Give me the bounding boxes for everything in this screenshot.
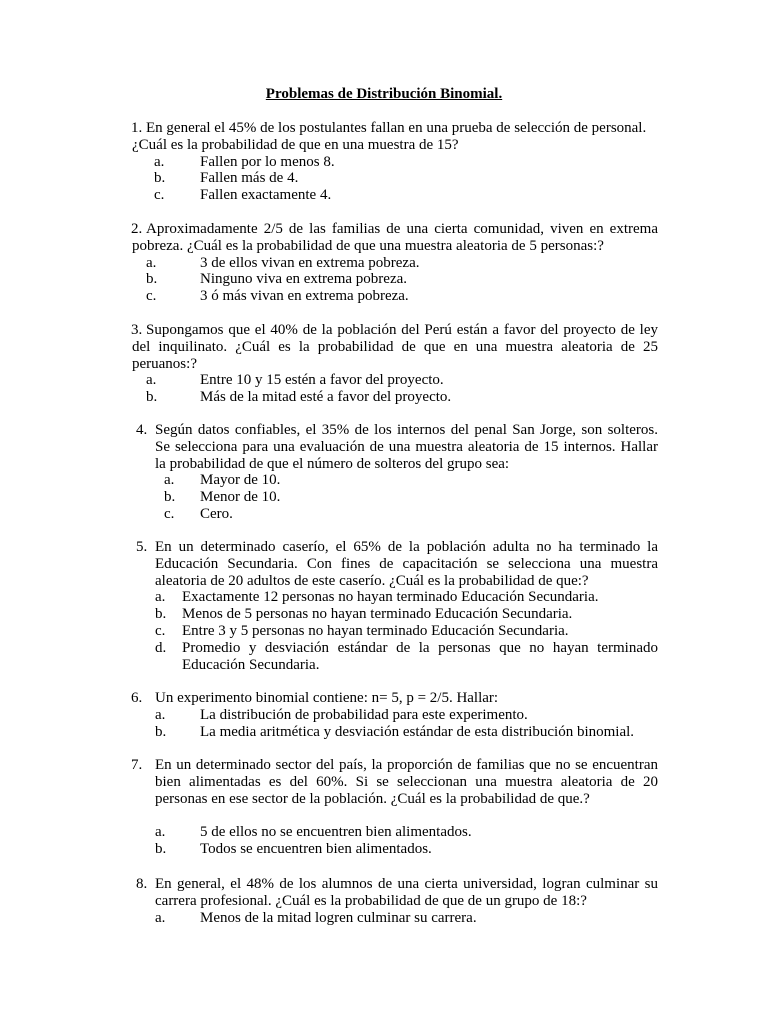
- list-item: [155, 472, 658, 489]
- list-item: [146, 255, 658, 272]
- problem-text-line: En un determinado caserío, el 65% de la población adulta no ha terminado la: [155, 539, 658, 555]
- item-label: c.: [155, 622, 166, 639]
- item-text: Fallen por lo menos 8.: [200, 153, 335, 170]
- document-title: Problemas de Distribución Binomial.: [265, 86, 503, 102]
- item-label: a.: [155, 909, 166, 926]
- problem-text-line: del inquilinato. ¿Cuál es la probabilidad de que en una muestra aleatoria de 25: [132, 338, 658, 355]
- problem-text-line: En general el 45% de los postulantes fallan en una prueba de selección de personal.: [146, 120, 647, 136]
- problem-text-line: Se selecciona para una evaluación de una muestra aleatoria de 15 internos. Hallar: [155, 438, 658, 455]
- problem-text-line: Según datos confiables, el 35% de los internos del penal San Jorge, son solteros.: [155, 422, 658, 438]
- problem-number: 2.: [131, 221, 143, 237]
- problem-text-line: peruanos:?: [132, 355, 197, 372]
- item-label: a.: [146, 372, 157, 389]
- list-item: [146, 288, 658, 305]
- item-text: Todos se encuentren bien alimentados.: [200, 841, 432, 858]
- item-label: b.: [155, 606, 167, 623]
- item-text: 3 de ellos vivan en extrema pobreza.: [200, 254, 420, 271]
- problem-text-line: aleatoria de 20 adultos de este caserío. ¿Cuál es la probabilidad de que:?: [155, 572, 589, 589]
- item-text: Cero.: [200, 505, 233, 522]
- problem-text-line: Educación Secundaria. Con fines de capacitación se selecciona una muestra: [155, 555, 658, 572]
- item-label: c.: [164, 505, 175, 522]
- problem-number: 3.: [131, 322, 143, 338]
- list-item: [155, 623, 658, 640]
- problem-text-line: Supongamos que el 40% de la población del Perú están a favor del proyecto de ley: [146, 322, 658, 338]
- item-label: a.: [154, 153, 165, 170]
- problem-number: 7.: [131, 757, 143, 773]
- problem-number: 8.: [136, 876, 148, 892]
- list-item: [146, 372, 658, 389]
- item-label: b.: [154, 170, 166, 187]
- problem-text-line: En un determinado sector del país, la proporción de familias que no se encuentran: [155, 757, 658, 773]
- item-text: Menos de 5 personas no hayan terminado Educación Secundaria.: [182, 606, 573, 623]
- list-item: [146, 187, 658, 204]
- list-item: [146, 389, 658, 406]
- problem-text-line: En general, el 48% de los alumnos de una cierta universidad, logran culminar su: [155, 876, 658, 892]
- problem-text-line: Aproximadamente 2/5 de las familias de una cierta comunidad, viven en extrema: [146, 221, 658, 237]
- list-item: [155, 824, 658, 841]
- item-text: Menor de 10.: [200, 489, 281, 506]
- item-label: c.: [154, 187, 165, 204]
- item-label: a.: [155, 706, 166, 723]
- item-label: d.: [155, 639, 167, 656]
- problem-text-line: bien alimentadas es del 60%. Si se seleccionan una muestra aleatoria de 20: [155, 773, 658, 790]
- item-text: Fallen exactamente 4.: [200, 187, 332, 204]
- item-label: a.: [146, 254, 157, 271]
- item-label: b.: [155, 723, 167, 740]
- list-item-continuation: [155, 657, 658, 674]
- item-text: Promedio y desviación estándar de la personas que no hayan terminado: [182, 639, 658, 656]
- problem-number: 1.: [131, 120, 143, 136]
- item-label: b.: [164, 489, 176, 506]
- list-item: [146, 154, 658, 171]
- item-label: a.: [155, 824, 166, 841]
- item-label: a.: [164, 472, 175, 489]
- item-text: Mayor de 10.: [200, 472, 281, 489]
- item-label: c.: [146, 288, 157, 305]
- list-item: [155, 589, 658, 606]
- problem-text-line: carrera profesional. ¿Cuál es la probabilidad de que de un grupo de 18:?: [155, 892, 587, 909]
- item-text: Exactamente 12 personas no hayan terminado Educación Secundaria.: [182, 589, 599, 606]
- list-item: [155, 841, 658, 858]
- item-label: b.: [155, 841, 167, 858]
- list-item: [155, 724, 658, 741]
- list-item: [146, 170, 658, 187]
- list-item: [155, 910, 658, 927]
- problem-number: 5.: [136, 539, 148, 555]
- item-text: 5 de ellos no se encuentren bien alimentados.: [200, 824, 472, 841]
- item-label: b.: [146, 271, 158, 288]
- item-text: Entre 10 y 15 estén a favor del proyecto.: [200, 372, 444, 389]
- list-item: [155, 707, 658, 724]
- item-text: Más de la mitad esté a favor del proyecto.: [200, 389, 452, 406]
- problem-text-line: pobreza. ¿Cuál es la probabilidad de que una muestra aleatoria de 5 personas:?: [132, 237, 604, 254]
- problem-number: 6.: [131, 690, 143, 706]
- problem-text-line: Un experimento binomial contiene: n= 5, p = 2/5. Hallar:: [155, 690, 499, 706]
- problem-text-line: la probabilidad de que el número de solteros del grupo sea:: [155, 455, 510, 472]
- item-text: Ninguno viva en extrema pobreza.: [200, 271, 408, 288]
- item-text: Entre 3 y 5 personas no hayan terminado Educación Secundaria.: [182, 622, 569, 639]
- item-text: Educación Secundaria.: [182, 656, 320, 673]
- item-text: La distribución de probabilidad para este experimento.: [200, 706, 528, 723]
- item-text: La media aritmética y desviación estándar de esta distribución binomial.: [200, 723, 635, 740]
- item-text: 3 ó más vivan en extrema pobreza.: [200, 288, 409, 305]
- list-item: [155, 506, 658, 523]
- list-item: [155, 640, 658, 657]
- list-item: [155, 489, 658, 506]
- item-label: a.: [155, 589, 166, 606]
- list-item: [146, 271, 658, 288]
- problem-text-line: personas en ese sector de la población. ¿Cuál es la probabilidad de que.?: [155, 790, 590, 807]
- item-label: b.: [146, 389, 158, 406]
- item-text: Menos de la mitad logren culminar su carrera.: [200, 909, 477, 926]
- item-text: Fallen más de 4.: [200, 170, 299, 187]
- problem-text-line: ¿Cuál es la probabilidad de que en una muestra de 15?: [132, 136, 459, 153]
- list-item: [155, 606, 658, 623]
- problem-number: 4.: [136, 422, 148, 438]
